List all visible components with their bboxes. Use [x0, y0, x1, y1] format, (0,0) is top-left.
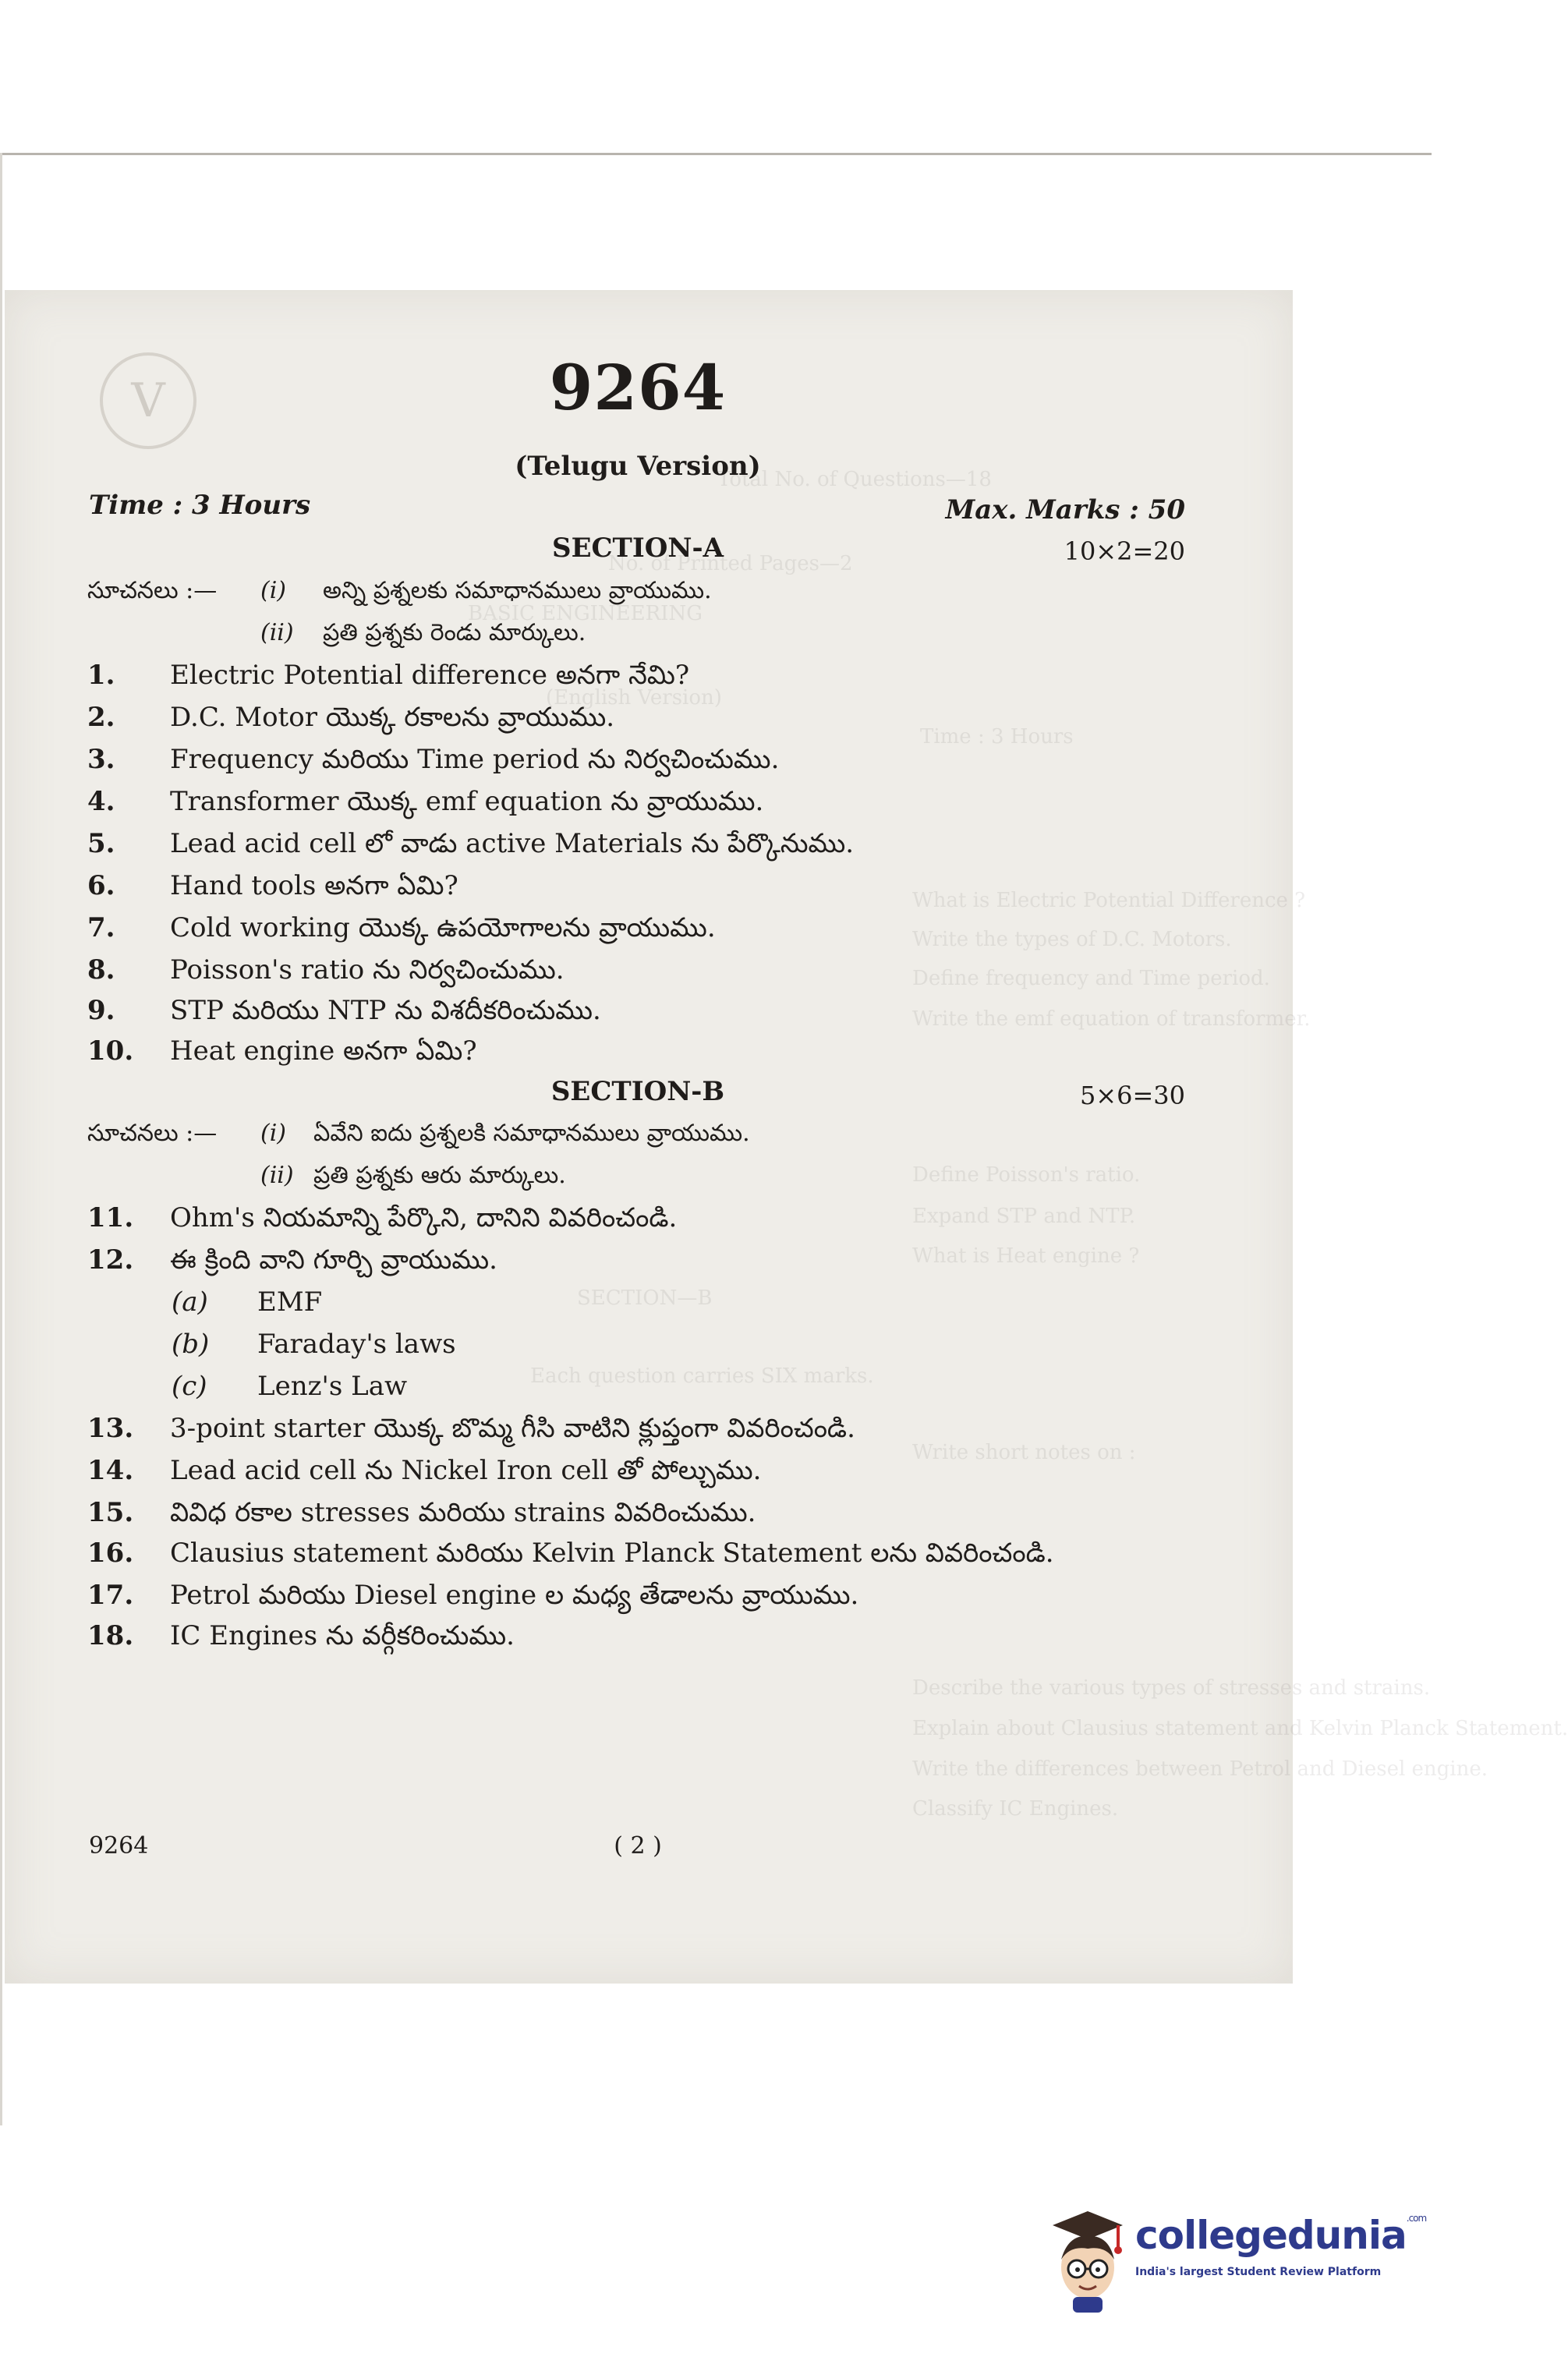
- scan-left-edge: [0, 153, 2, 2125]
- question-text: Clausius statement మరియు Kelvin Planck Statement లను వివరించండి.: [170, 1538, 1054, 1569]
- question-number: 13.: [87, 1413, 134, 1444]
- question-number: 11.: [87, 1202, 134, 1233]
- question-number: 10.: [87, 1035, 134, 1067]
- show-through-text: Expand STP and NTP.: [912, 1205, 1136, 1228]
- scan-top-edge: [0, 153, 1432, 155]
- question-number: 14.: [87, 1455, 134, 1486]
- brand-name-text: collegedunia: [1135, 2213, 1407, 2258]
- section-b-heading: SECTION-B: [550, 1076, 725, 1107]
- section-b-marks: 5×6=30: [1079, 1081, 1185, 1110]
- question-number: 15.: [87, 1497, 134, 1528]
- question-text: Poisson's ratio ను నిర్వచించుము.: [170, 954, 565, 986]
- question-text: Cold working యొక్క ఉపయోగాలను వ్రాయుము.: [170, 912, 716, 943]
- section-a-instruction-label: సూచనలు :—: [87, 577, 218, 604]
- brand-logo[interactable]: [1045, 2205, 1427, 2314]
- question-number: 8.: [87, 954, 115, 986]
- question-text: Ohm's నియమాన్ని పేర్కొని, దానిని వివరించండి.: [170, 1202, 678, 1233]
- max-marks: Max. Marks : 50: [945, 494, 1185, 526]
- subpart-text: EMF: [257, 1286, 323, 1318]
- question-number: 12.: [87, 1244, 134, 1276]
- question-text: Frequency మరియు Time period ను నిర్వచించుము.: [170, 744, 780, 775]
- show-through-text: Total No. of Questions—18: [717, 468, 992, 491]
- subpart-label: (a): [172, 1286, 208, 1318]
- show-through-text: What is Heat engine ?: [912, 1244, 1140, 1268]
- subpart-text: Faraday's laws: [257, 1329, 456, 1360]
- brand-domain-suffix: .com: [1406, 2213, 1427, 2224]
- show-through-text: SECTION—B: [577, 1286, 713, 1310]
- instruction-number: (i): [260, 577, 287, 604]
- question-number: 9.: [87, 995, 115, 1026]
- question-text: Electric Potential difference అనగా నేమి?: [170, 660, 690, 691]
- question-text: Hand tools అనగా ఏమి?: [170, 870, 458, 901]
- show-through-text: Define Poisson's ratio.: [912, 1163, 1141, 1187]
- question-text: Lead acid cell ను Nickel Iron cell తో పోల్చుము.: [170, 1455, 762, 1486]
- show-through-text: Time : 3 Hours: [920, 725, 1074, 749]
- paper-code: 9264: [549, 351, 727, 424]
- question-text: Petrol మరియు Diesel engine ల మధ్య తేడాలను వ్రాయుము.: [170, 1580, 859, 1611]
- brand-name: [1135, 2213, 1426, 2258]
- mascot-icon: [1045, 2205, 1131, 2314]
- question-number: 6.: [87, 870, 115, 901]
- subpart-label: (b): [172, 1329, 210, 1360]
- version-stamp: V: [100, 352, 196, 449]
- show-through-text: BASIC ENGINEERING: [468, 602, 703, 625]
- question-number: 2.: [87, 702, 115, 733]
- instruction-number: (ii): [260, 1162, 294, 1189]
- question-text: ఈ క్రింది వాని గూర్చి వ్రాయుము.: [170, 1244, 497, 1276]
- question-number: 16.: [87, 1538, 134, 1569]
- show-through-text: Each question carries SIX marks.: [530, 1364, 874, 1388]
- question-text: D.C. Motor యొక్క రకాలను వ్రాయుము.: [170, 702, 615, 733]
- show-through-text: Write the types of D.C. Motors.: [912, 928, 1232, 951]
- section-b-instruction-label: సూచనలు :—: [87, 1120, 218, 1147]
- question-text: Heat engine అనగా ఏమి?: [170, 1035, 477, 1067]
- question-number: 1.: [87, 660, 115, 691]
- footer-paper-code: 9264: [89, 1832, 149, 1860]
- instruction-number: (i): [260, 1120, 287, 1147]
- instruction-text: ఏవేని ఐదు ప్రశ్నలకి సమాధానములు వ్రాయుము.: [313, 1120, 750, 1147]
- question-number: 5.: [87, 828, 115, 859]
- brand-tagline: India's largest Student Review Platform: [1135, 2266, 1382, 2278]
- instruction-number: (ii): [260, 619, 294, 646]
- question-number: 17.: [87, 1580, 134, 1611]
- question-text: 3-point starter యొక్క బొమ్మ గీసి వాటిని క్లుప్తంగా వివరించండి.: [170, 1413, 855, 1444]
- page-number: ( 2 ): [614, 1832, 662, 1860]
- question-number: 18.: [87, 1620, 134, 1651]
- question-number: 4.: [87, 786, 115, 817]
- instruction-text: ప్రతి ప్రశ్నకు ఆరు మార్కులు.: [313, 1162, 566, 1189]
- time-allowed: Time : 3 Hours: [89, 490, 311, 521]
- version-label: (Telugu Version): [515, 451, 761, 482]
- show-through-text: No. of Printed Pages—2: [608, 552, 853, 575]
- section-a-marks: 10×2=20: [1064, 536, 1185, 566]
- show-through-text: What is Electric Potential Difference ?: [912, 889, 1306, 912]
- instruction-text: అన్ని ప్రశ్నలకు సమాధానములు వ్రాయుము.: [323, 577, 712, 604]
- show-through-text: Describe the various types of stresses and strains.: [912, 1676, 1431, 1700]
- show-through-text: Explain about Clausius statement and Kelvin Planck Statement.: [912, 1717, 1568, 1740]
- question-number: 7.: [87, 912, 115, 943]
- show-through-text: Define frequency and Time period.: [912, 967, 1270, 990]
- section-a-heading: SECTION-A: [552, 533, 724, 564]
- subpart-label: (c): [172, 1371, 207, 1402]
- instruction-text: ప్రతి ప్రశ్నకు రెండు మార్కులు.: [323, 619, 586, 646]
- question-text: IC Engines ను వర్గీకరించుము.: [170, 1620, 515, 1651]
- question-text: Transformer యొక్క emf equation ను వ్రాయుము.: [170, 786, 764, 817]
- show-through-text: Classify IC Engines.: [912, 1797, 1119, 1821]
- show-through-text: Write the emf equation of transformer.: [912, 1007, 1311, 1031]
- question-text: Lead acid cell లో వాడు active Materials ను పేర్కొనుము.: [170, 828, 855, 859]
- subpart-text: Lenz's Law: [257, 1371, 408, 1402]
- show-through-text: Write the differences between Petrol and Diesel engine.: [912, 1757, 1488, 1781]
- question-text: వివిధ రకాల stresses మరియు strains వివరించుము.: [170, 1497, 756, 1528]
- show-through-text: (English Version): [546, 686, 722, 710]
- show-through-text: Write short notes on :: [912, 1441, 1136, 1464]
- question-number: 3.: [87, 744, 115, 775]
- question-text: STP మరియు NTP ను విశదీకరించుము.: [170, 995, 601, 1026]
